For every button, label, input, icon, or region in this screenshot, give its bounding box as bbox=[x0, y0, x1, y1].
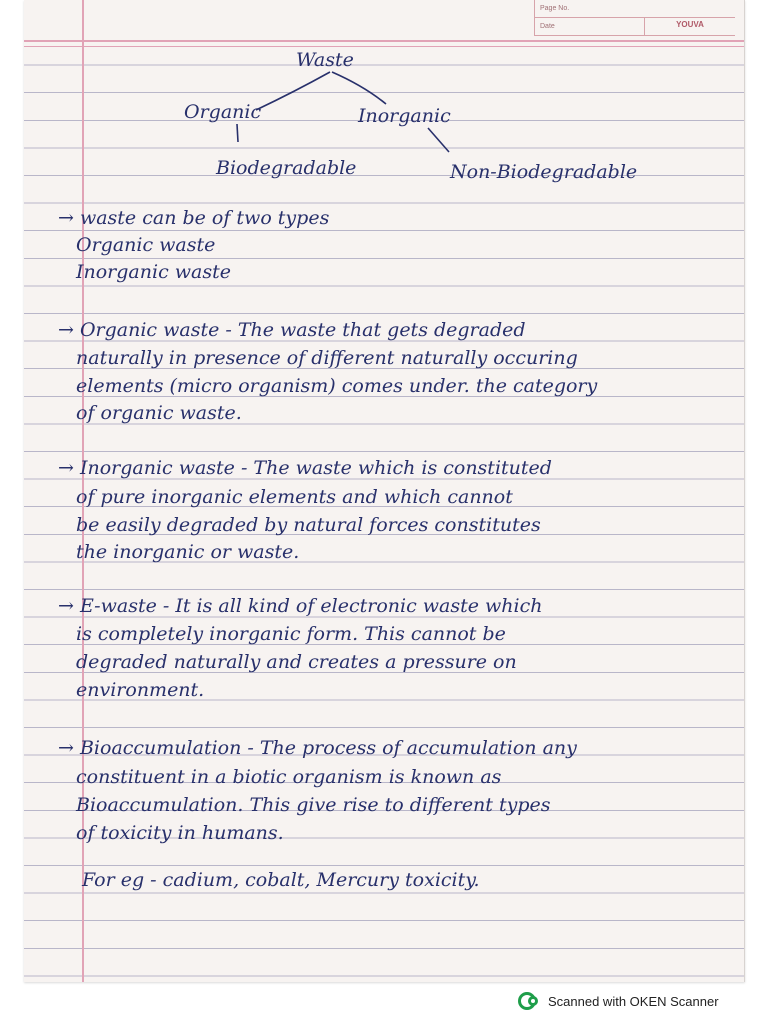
notebook-page bbox=[24, 0, 745, 982]
page-number-label: Page No. bbox=[540, 5, 570, 12]
scanner-logo-icon bbox=[518, 990, 540, 1012]
note-line-17: constituent in a biotic organism is known as bbox=[76, 766, 502, 788]
note-line-9: of pure inorganic elements and which cannot bbox=[76, 486, 513, 508]
note-line-16: → Bioaccumulation - The process of accumulation any bbox=[58, 737, 577, 759]
note-line-10: be easily degraded by natural forces constitutes bbox=[76, 514, 541, 536]
note-line-7: of organic waste. bbox=[76, 402, 242, 424]
note-line-8: → Inorganic waste - The waste which is constituted bbox=[58, 457, 552, 479]
note-line-6: elements (micro organism) comes under. the category bbox=[76, 375, 598, 397]
diagram-right: Inorganic bbox=[358, 105, 451, 127]
scanner-watermark bbox=[518, 990, 719, 1012]
note-line-2: Organic waste bbox=[76, 234, 216, 256]
note-line-11: the inorganic or waste. bbox=[76, 541, 300, 563]
note-line-5: naturally in presence of different naturally occuring bbox=[76, 347, 578, 369]
note-line-15: environment. bbox=[76, 679, 205, 701]
brand-logo: YOUVA bbox=[644, 18, 735, 35]
date-label: Date bbox=[540, 23, 555, 30]
note-line-14: degraded naturally and creates a pressure on bbox=[76, 651, 517, 673]
note-line-1: → waste can be of two types bbox=[58, 207, 330, 229]
note-line-3: Inorganic waste bbox=[76, 261, 231, 283]
scanner-text: Scanned with OKEN Scanner bbox=[548, 993, 719, 1009]
diagram-left-child: Biodegradable bbox=[216, 157, 357, 179]
note-line-19: of toxicity in humans. bbox=[76, 822, 284, 844]
diagram-right-child: Non-Biodegradable bbox=[450, 161, 638, 183]
note-line-18: Bioaccumulation. This give rise to different types bbox=[76, 794, 551, 816]
note-line-13: is completely inorganic form. This cannot be bbox=[76, 623, 506, 645]
note-line-20: For eg - cadium, cobalt, Mercury toxicity. bbox=[82, 869, 480, 891]
diagram-root: Waste bbox=[296, 49, 354, 71]
note-line-12: → E-waste - It is all kind of electronic waste which bbox=[58, 595, 543, 617]
note-line-4: → Organic waste - The waste that gets degraded bbox=[58, 319, 526, 341]
diagram-left: Organic bbox=[184, 101, 262, 123]
